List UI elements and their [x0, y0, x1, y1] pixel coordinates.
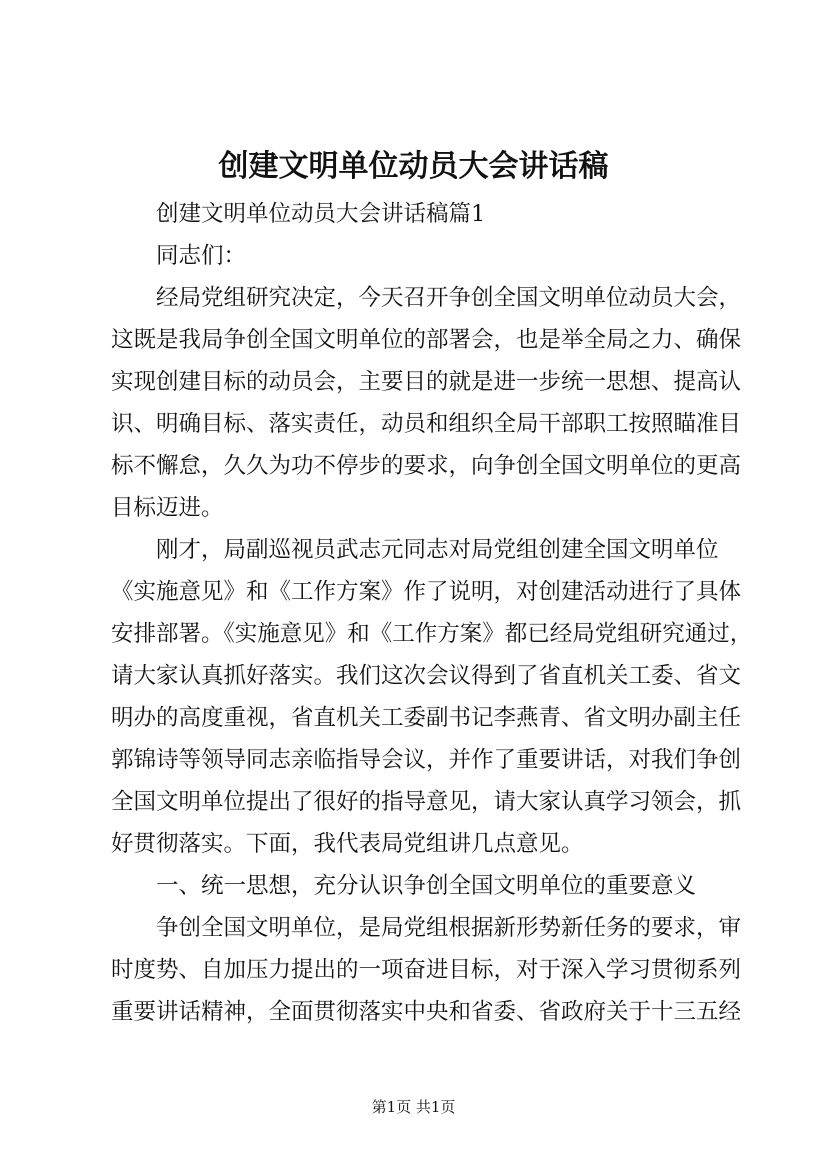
- document-body: [111, 193, 753, 1033]
- section-heading-line: 一、统一思想，充分认识争创全国文明单位的重要意义: [156, 873, 697, 899]
- paragraph-line: 郭锦诗等领导同志亲临指导会议，并作了重要讲话，对我们争创: [111, 747, 742, 773]
- paragraph-line: 重要讲话精神，全面贯彻落实中央和省委、省政府关于十三五经: [111, 999, 742, 1025]
- salutation-line: 同志们：: [156, 243, 247, 269]
- paragraph-line: 识、明确目标、落实责任，动员和组织全局干部职工按照瞄准目: [111, 411, 742, 437]
- paragraph-line: 安排部署。《实施意见》和《工作方案》都已经局党组研究通过，: [111, 621, 753, 647]
- paragraph-line: 经局党组研究决定，今天召开争创全国文明单位动员大会，: [156, 285, 742, 311]
- paragraph-line: 标不懈怠，久久为功不停步的要求，向争创全国文明单位的更高: [111, 453, 742, 479]
- paragraph-line: 目标迈进。: [111, 495, 224, 521]
- document-title: 创建文明单位动员大会讲话稿: [218, 149, 609, 184]
- paragraph-line: 这既是我局争创全国文明单位的部署会，也是举全局之力、确保: [111, 327, 742, 353]
- paragraph-line: 实现创建目标的动员会，主要目的就是进一步统一思想、提高认: [111, 369, 742, 395]
- section-heading-line: 创建文明单位动员大会讲话稿篇1: [156, 201, 486, 227]
- paragraph-line: 时度势、自加压力提出的一项奋进目标，对于深入学习贯彻系列: [111, 957, 742, 983]
- paragraph-line: 好贯彻落实。下面，我代表局党组讲几点意见。: [111, 831, 584, 857]
- paragraph-line: 《实施意见》和《工作方案》作了说明，对创建活动进行了具体: [111, 579, 742, 605]
- paragraph-line: 全国文明单位提出了很好的指导意见，请大家认真学习领会，抓: [111, 789, 742, 815]
- page-footer: 第1页 共1页: [371, 1098, 456, 1116]
- paragraph-line: 请大家认真抓好落实。我们这次会议得到了省直机关工委、省文: [111, 663, 742, 689]
- paragraph-line: 争创全国文明单位，是局党组根据新形势新任务的要求，审: [156, 915, 742, 941]
- paragraph-line: 明办的高度重视，省直机关工委副书记李燕青、省文明办副主任: [111, 705, 742, 731]
- paragraph-line: 刚才，局副巡视员武志元同志对局党组创建全国文明单位: [156, 537, 719, 563]
